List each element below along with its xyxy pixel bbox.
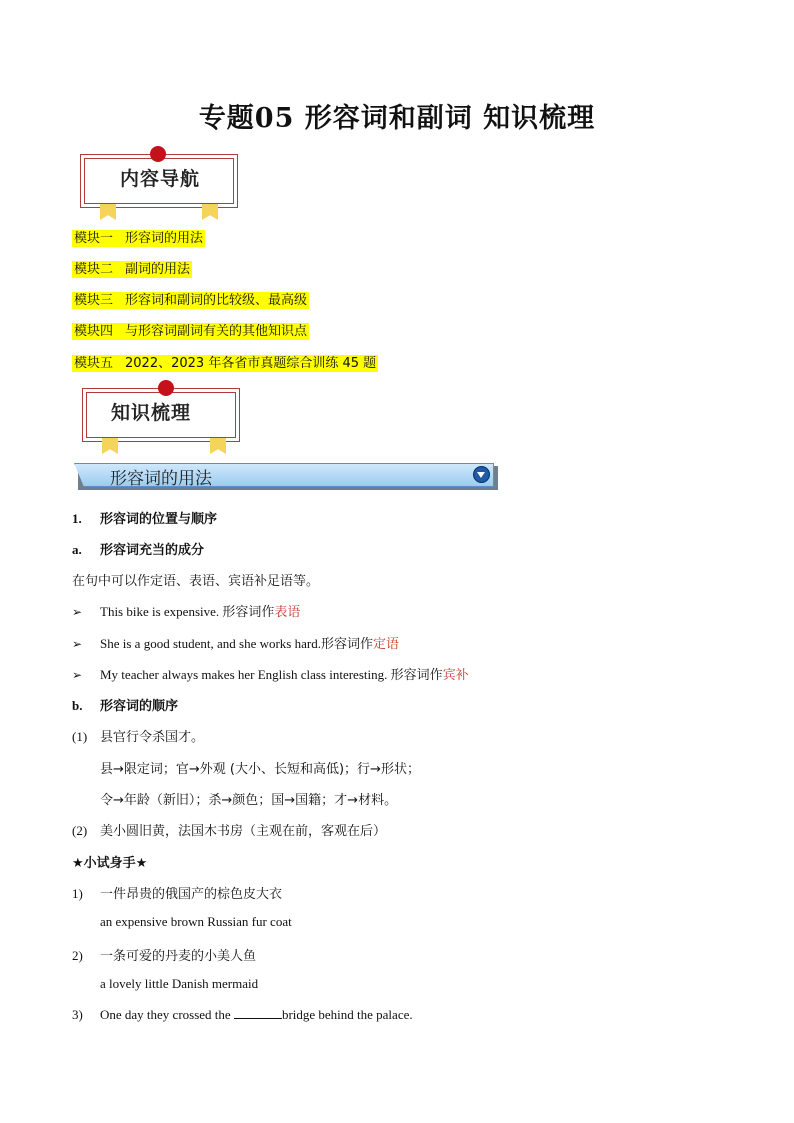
chevron-down-icon[interactable]	[473, 466, 490, 483]
practice-number: 2)	[72, 948, 83, 963]
example-highlight: 定语	[372, 637, 399, 652]
nav-module: 模块一	[74, 231, 114, 246]
question-text-before: One day they crossed the	[100, 1007, 234, 1022]
example-text: My teacher always makes her English class interesting. 形容词作	[100, 667, 443, 682]
practice-item	[72, 1007, 413, 1023]
nav-item-5[interactable]	[72, 352, 378, 371]
nav-text: 2022、2023 年各省市真题综合训练 45 题	[125, 356, 377, 371]
nav-module: 模块三	[74, 293, 114, 308]
practice-number: 1)	[72, 886, 83, 901]
nav-badge	[80, 150, 240, 222]
nav-module: 模块五	[74, 356, 114, 371]
knowledge-badge-label: 知识梳理	[110, 402, 191, 424]
rule-number: (2)	[72, 823, 88, 838]
nav-item-1[interactable]	[72, 227, 205, 246]
example-item	[72, 601, 300, 620]
rule-text: 美小圆旧黄，法国木书房（主观在前，客观在后）	[100, 824, 387, 839]
nav-module: 模块二	[74, 262, 114, 277]
rule-1	[72, 726, 204, 745]
heading-text: 形容词的顺序	[100, 699, 179, 714]
heading-number: a.	[72, 542, 82, 557]
rule-1-detail: 令→年龄（新旧）；杀→颜色；国→国籍；才→材料。	[100, 793, 398, 808]
nav-module: 模块四	[74, 324, 114, 339]
heading-number: b.	[72, 698, 83, 713]
example-highlight: 宾补	[442, 668, 469, 683]
answer-blank[interactable]	[234, 1007, 282, 1019]
ribbon-icon	[102, 438, 118, 454]
arrow-bullet-icon: ➢	[72, 637, 83, 651]
example-item	[72, 664, 469, 683]
page-title: 专题05 形容词和副词 知识梳理	[198, 103, 596, 134]
example-text: This bike is expensive. 形容词作	[100, 604, 275, 619]
practice-title: ★小试身手★	[72, 856, 148, 871]
heading-text: 形容词充当的成分	[100, 543, 205, 558]
rule-text: 县官行令杀国才。	[100, 730, 205, 745]
rule-1-detail: 县→限定词；官→外观 (大小、长短和高低)；行→形状；	[100, 762, 420, 777]
arrow-bullet-icon: ➢	[72, 668, 83, 682]
rule-2	[72, 820, 386, 839]
nav-text: 形容词和副词的比较级、最高级	[125, 293, 308, 308]
practice-chinese: 一件昂贵的俄国产的棕色皮大衣	[100, 887, 283, 902]
ribbon-icon	[100, 204, 116, 220]
example-highlight: 表语	[274, 605, 301, 620]
arrow-bullet-icon: ➢	[72, 605, 83, 619]
intro-text: 在句中可以作定语、表语、宾语补足语等。	[72, 574, 320, 589]
heading-1	[72, 508, 217, 527]
nav-item-4[interactable]	[72, 320, 309, 339]
ribbon-icon	[202, 204, 218, 220]
heading-number: 1.	[72, 511, 82, 526]
ribbon-icon	[210, 438, 226, 454]
practice-number: 3)	[72, 1007, 83, 1022]
heading-a	[72, 539, 204, 558]
knowledge-badge	[82, 384, 242, 456]
nav-badge-label: 内容导航	[119, 168, 200, 190]
example-item	[72, 633, 399, 652]
heading-text: 形容词的位置与顺序	[100, 512, 218, 527]
practice-item	[72, 945, 256, 964]
red-dot-icon	[158, 380, 174, 396]
nav-text: 形容词的用法	[125, 231, 204, 246]
practice-chinese: 一条可爱的丹麦的小美人鱼	[100, 949, 257, 964]
question-text-after: bridge behind the palace.	[281, 1007, 413, 1022]
section-title: 形容词的用法	[110, 469, 212, 489]
heading-b	[72, 695, 178, 714]
example-text: She is a good student, and she works hard.形容词作	[100, 636, 373, 651]
section-header[interactable]	[74, 463, 496, 488]
rule-number: (1)	[72, 729, 88, 744]
nav-item-3[interactable]	[72, 289, 309, 308]
nav-text: 与形容词副词有关的其他知识点	[125, 324, 308, 339]
nav-item-2[interactable]	[72, 258, 192, 277]
practice-answer: a lovely little Danish mermaid	[100, 976, 259, 991]
practice-item	[72, 883, 282, 902]
practice-answer: an expensive brown Russian fur coat	[100, 914, 292, 929]
nav-text: 副词的用法	[125, 262, 191, 277]
red-dot-icon	[150, 146, 166, 162]
